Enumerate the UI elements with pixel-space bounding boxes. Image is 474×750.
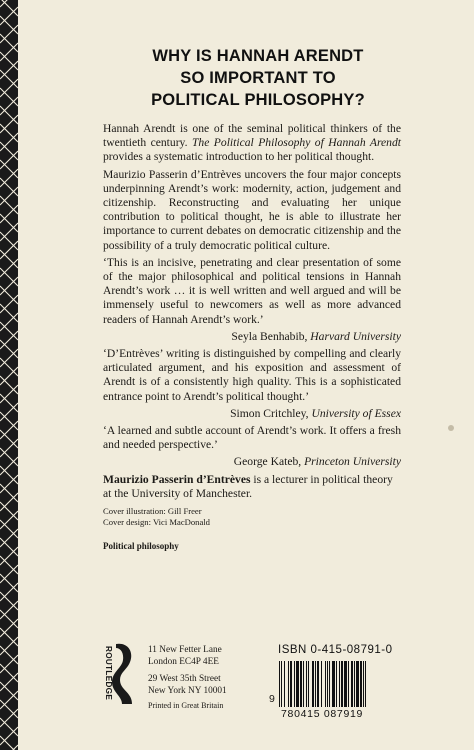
spine-line xyxy=(0,277,18,295)
spine-line xyxy=(0,556,18,574)
london-address-line-1: 11 New Fetter Lane xyxy=(148,645,222,655)
barcode xyxy=(279,661,397,707)
spine-line xyxy=(0,268,18,286)
book-title: The Political Philosophy of Hannah Arendt xyxy=(191,136,402,150)
spine-line xyxy=(0,61,18,79)
barcode-bar xyxy=(339,661,340,707)
spine-line xyxy=(0,430,18,448)
barcode-bar xyxy=(327,661,328,707)
barcode-bar xyxy=(290,661,292,707)
spine-line xyxy=(0,286,18,304)
spine-line xyxy=(0,367,18,385)
spine-line xyxy=(0,322,18,340)
publisher-addresses xyxy=(148,645,227,712)
barcode-bar xyxy=(356,661,359,707)
spine-line xyxy=(0,115,18,133)
spine-line xyxy=(0,223,18,241)
reviewer-name: George Kateb, xyxy=(233,455,305,469)
spine-line xyxy=(0,727,18,745)
spine-diagonal-lines xyxy=(0,0,18,750)
spine-line xyxy=(0,169,18,187)
isbn-number: ISBN 0-415-08791-0 xyxy=(278,644,393,656)
spine-line xyxy=(0,25,18,43)
spine-line xyxy=(0,349,18,367)
spine-line xyxy=(0,529,18,547)
spine-line xyxy=(0,340,18,358)
spine-line xyxy=(0,187,18,205)
barcode-bar xyxy=(315,661,316,707)
review-attribution-1 xyxy=(103,330,401,344)
spine-line xyxy=(0,403,18,421)
spine-line xyxy=(0,214,18,232)
spine-line xyxy=(0,718,18,736)
reviewer-name: Seyla Benhabib, xyxy=(231,329,311,343)
spine-line xyxy=(0,97,18,115)
spine-line xyxy=(0,592,18,610)
headline-line-1: WHY IS HANNAH ARENDT xyxy=(152,47,364,65)
barcode-bar xyxy=(317,661,319,707)
barcode-bar xyxy=(281,661,282,707)
review-quote-2: ‘D’Entrèves’ writing is distinguished by compelling and clearly articulated argument, and his exposition and assessment of Arendt is of a consistently high quality. This is a sophisticated entrance point to Arendt’s political thought.’ xyxy=(103,347,401,403)
intro-text-b: provides a systematic introduction to her political thought. xyxy=(103,150,375,164)
paper-stain xyxy=(448,425,454,431)
barcode-bar xyxy=(321,661,322,707)
barcode-bar xyxy=(279,661,280,707)
spine-line xyxy=(0,52,18,70)
review-attribution-2 xyxy=(103,407,401,421)
spine-line xyxy=(0,520,18,538)
review-quote-1: ‘This is an incisive, penetrating and clear presentation of some of the major philosophical and political tensions in Hannah Arendt’s work … it is well written and well argued and will be immensely useful to newcomers as well as more advanced readers of Hannah Arendt’s work.’ xyxy=(103,255,401,326)
newyork-address-line-1: 29 West 35th Street xyxy=(148,674,221,684)
barcode-bar xyxy=(344,661,347,707)
cover-credits xyxy=(103,506,401,528)
spine-line xyxy=(0,493,18,511)
spine-line xyxy=(0,448,18,466)
spine-line xyxy=(0,619,18,637)
spine-line xyxy=(0,376,18,394)
review-quote-3: ‘A learned and subtle account of Arendt’s work. It offers a fresh and needed perspective.’ xyxy=(103,424,401,452)
spine-line xyxy=(0,565,18,583)
barcode-bar xyxy=(351,661,353,707)
spine-line xyxy=(0,466,18,484)
london-address-line-2: London EC4P 4EE xyxy=(148,656,219,667)
spine-line xyxy=(0,421,18,439)
barcode-bar xyxy=(325,661,326,707)
spine-line xyxy=(0,16,18,34)
spine-line xyxy=(0,439,18,457)
spine-line xyxy=(0,574,18,592)
spine-line xyxy=(0,700,18,718)
spine-line xyxy=(0,628,18,646)
spine-line xyxy=(0,295,18,313)
review-attribution-3 xyxy=(103,455,401,469)
reviewer-name: Simon Critchley, xyxy=(230,406,312,420)
spine-line xyxy=(0,547,18,565)
spine-line xyxy=(0,358,18,376)
reviewer-affiliation: Princeton University xyxy=(304,455,401,469)
barcode-bar xyxy=(300,661,302,707)
author-bio xyxy=(103,473,401,501)
barcode-bar xyxy=(288,661,289,707)
design-credit: Cover design: Vici MacDonald xyxy=(103,517,210,528)
barcode-bar xyxy=(312,661,314,707)
headline xyxy=(103,45,413,111)
intro-text-a: Hannah Arendt is one of the seminal political thinkers of the twentieth century. xyxy=(103,122,401,150)
illustration-credit: Cover illustration: Gill Freer xyxy=(103,506,202,517)
barcode-bar xyxy=(336,661,337,707)
barcode-bar xyxy=(284,661,285,707)
barcode-bar xyxy=(363,661,364,707)
spine-line xyxy=(0,250,18,268)
spine-line xyxy=(0,610,18,628)
spine-line xyxy=(0,637,18,655)
barcode-bar xyxy=(296,661,299,707)
spine-line xyxy=(0,304,18,322)
spine-line xyxy=(0,331,18,349)
barcode-digits xyxy=(269,708,401,720)
spine-line xyxy=(0,601,18,619)
spine-line xyxy=(0,412,18,430)
spine-line xyxy=(0,196,18,214)
barcode-bar xyxy=(329,661,330,707)
intro-paragraph xyxy=(103,122,401,165)
spine-line xyxy=(0,475,18,493)
spine-line xyxy=(0,664,18,682)
spine-line xyxy=(0,673,18,691)
spine-line xyxy=(0,133,18,151)
barcode-bar xyxy=(308,661,309,707)
spine-line xyxy=(0,34,18,52)
reviewer-affiliation: Harvard University xyxy=(310,329,401,343)
printed-in: Printed in Great Britain xyxy=(148,701,224,710)
spine-line xyxy=(0,7,18,25)
newyork-address-line-2: New York NY 10001 xyxy=(148,685,227,696)
barcode-bar xyxy=(360,661,362,707)
spine-line xyxy=(0,502,18,520)
routledge-wordmark: ROUTLEDGE xyxy=(104,646,113,701)
spine-line xyxy=(0,484,18,502)
spine-line xyxy=(0,313,18,331)
spine-line xyxy=(0,142,18,160)
spine-line xyxy=(0,457,18,475)
spine-line xyxy=(0,241,18,259)
barcode-bar xyxy=(365,661,366,707)
spine-line xyxy=(0,151,18,169)
reviewer-affiliation: University of Essex xyxy=(311,406,401,420)
blurb-body xyxy=(103,122,401,553)
routledge-logo xyxy=(98,640,138,710)
spine-line xyxy=(0,178,18,196)
spine-line xyxy=(0,646,18,664)
barcode-bar xyxy=(341,661,343,707)
barcode-bar xyxy=(306,661,307,707)
spine-line xyxy=(0,655,18,673)
barcode-bar xyxy=(354,661,355,707)
barcode-lead-digit: 9 xyxy=(269,693,275,705)
spine-line xyxy=(0,682,18,700)
barcode-bar xyxy=(348,661,349,707)
spine-line xyxy=(0,385,18,403)
spine-line xyxy=(0,70,18,88)
spine-line xyxy=(0,709,18,727)
barcode-bar xyxy=(332,661,335,707)
summary-paragraph: Maurizio Passerin d’Entrèves uncovers the four major concepts underpinning Arendt’s work: modernity, action, judgement and citizenship. Reconstructing and evaluating her unique contribution to political thought, he is able to illustrate her importance to current debates on democratic citizenship and the possibility of a truly democratic political culture. xyxy=(103,167,401,252)
spine-line xyxy=(0,88,18,106)
author-name: Maurizio Passerin d’Entrèves xyxy=(103,472,251,486)
spine-line xyxy=(0,79,18,97)
subject-category: Political philosophy xyxy=(103,541,179,552)
author-bio-text: is a lecturer in political theory at the University of Manchester. xyxy=(103,472,393,500)
headline-line-3: POLITICAL PHILOSOPHY? xyxy=(151,91,365,109)
barcode-bar xyxy=(294,661,295,707)
spine-line xyxy=(0,259,18,277)
spine-line xyxy=(0,124,18,142)
headline-line-2: SO IMPORTANT TO xyxy=(180,69,336,87)
spine-line xyxy=(0,232,18,250)
spine-line xyxy=(0,0,18,16)
spine-line xyxy=(0,160,18,178)
spine-line xyxy=(0,583,18,601)
spine-line xyxy=(0,538,18,556)
spine-pattern xyxy=(0,0,18,750)
barcode-bar xyxy=(303,661,304,707)
spine-line xyxy=(0,106,18,124)
spine-line xyxy=(0,511,18,529)
spine-line xyxy=(0,691,18,709)
barcode-digit-string: 780415 087919 xyxy=(281,708,364,720)
spine-line xyxy=(0,394,18,412)
spine-line xyxy=(0,43,18,61)
spine-line xyxy=(0,205,18,223)
